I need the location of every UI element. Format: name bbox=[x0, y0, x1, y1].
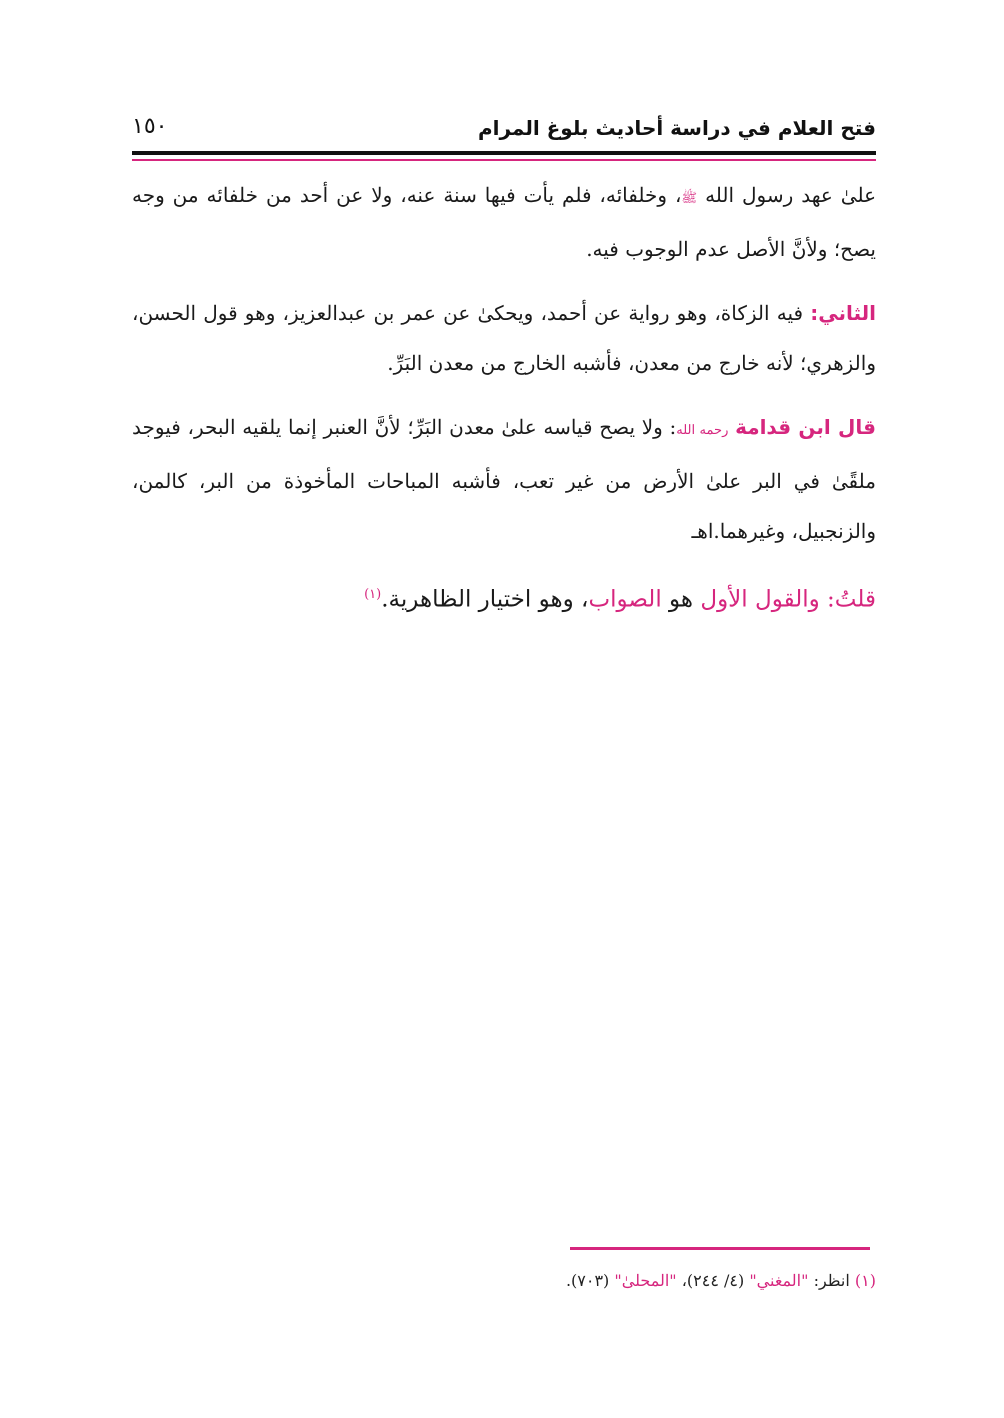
footnote-separator bbox=[570, 1247, 870, 1250]
book-title: فتح العلام في دراسة أحاديث بلوغ المرام bbox=[477, 116, 876, 140]
p3-text: : ولا يصح قياسه علىٰ معدن البَرِّ؛ لأنَّ العنبر إنما يلقيه البحر، فيوجد ملقًىٰ في البر علىٰ الأرض من غير تعب، فأشبه المباحات المأخوذة من البر، كالمن، والزنجبيل، وغيرهما.اهـ bbox=[132, 415, 876, 543]
header-accent-rule bbox=[132, 159, 876, 161]
p4-highlight-2: الصواب bbox=[588, 586, 662, 613]
p4-lead: قلتُ: bbox=[827, 586, 876, 613]
p2-text: فيه الزكاة، وهو رواية عن أحمد، ويحكىٰ عن عمر بن عبدالعزيز، وهو قول الحسن، والزهري؛ لأنه خارج من معدن، فأشبه الخارج من معدن البَرِّ. bbox=[132, 301, 876, 375]
page-header bbox=[132, 112, 876, 148]
page-number: ١٥٠ bbox=[132, 114, 168, 139]
rahimahullah-honorific: رحمه الله bbox=[676, 423, 729, 438]
footnote-ref-1: (٤/ ٢٤٤)، bbox=[676, 1271, 750, 1290]
footnote-prefix: انظر: bbox=[808, 1271, 855, 1290]
p4-tail: ، وهو اختيار الظاهرية. bbox=[381, 586, 589, 613]
salawat-honorific: ﷺ bbox=[681, 191, 698, 206]
paragraph-1 bbox=[132, 170, 876, 274]
footnote-source-1: "المغني" bbox=[749, 1271, 809, 1290]
paragraph-2 bbox=[132, 288, 876, 388]
footnote-number: (١) bbox=[854, 1271, 876, 1290]
footnote bbox=[132, 1268, 876, 1294]
p1-text-start: علىٰ عهد رسول الله bbox=[697, 183, 877, 207]
footnote-reference[interactable]: (١) bbox=[364, 587, 382, 602]
p3-lead: قال ابن قدامة bbox=[735, 415, 877, 439]
p4-middle: هو bbox=[661, 586, 701, 613]
p2-lead: الثاني: bbox=[810, 301, 876, 325]
header-rule bbox=[132, 151, 876, 155]
paragraph-3 bbox=[132, 402, 876, 556]
paragraph-4 bbox=[132, 570, 876, 625]
footnote-source-2: "المحلىٰ" bbox=[614, 1271, 677, 1290]
p1-text-end: ، وخلفائه، فلم يأت فيها سنة عنه، ولا عن أحد من خلفائه من وجه يصح؛ ولأنَّ الأصل عدم الوجوب فيه. bbox=[132, 183, 876, 261]
footnote-ref-2: (٧٠٣). bbox=[565, 1271, 615, 1290]
p4-highlight-1: والقول الأول bbox=[700, 586, 828, 613]
main-text bbox=[132, 170, 876, 639]
